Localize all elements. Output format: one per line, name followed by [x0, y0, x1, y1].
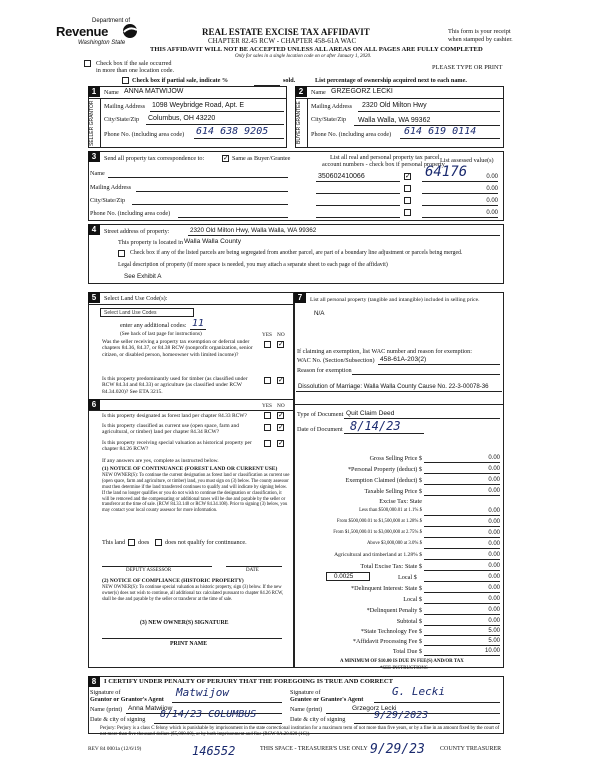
- perjury-notice: Perjury: Perjury is a class C felony which is punishable by imprisonment in the state correctional institution for a maximum term of not more than five years, or by a fine in an amount fixed by the court of not more than five thousand dollars ($5,000.00), or by both imprisonment and fine (RCW 9A.20.020 (1C)).: [100, 726, 500, 737]
- type-or-print: PLEASE TYPE OR PRINT: [432, 64, 503, 71]
- swoosh-icon: [120, 23, 140, 39]
- parcel-1-personal-checkbox[interactable]: [404, 173, 411, 180]
- land-does-not-checkbox[interactable]: [155, 539, 162, 546]
- s5-q1-no[interactable]: [277, 341, 284, 348]
- total-due[interactable]: 10.00: [424, 648, 500, 656]
- exemption-claimed[interactable]: 0.00: [424, 477, 500, 485]
- parcel-2-personal-checkbox[interactable]: [404, 185, 411, 192]
- parcel-4-amount[interactable]: 0.00: [422, 210, 498, 218]
- grantor-name[interactable]: Anna Matwijow: [128, 705, 173, 712]
- land-use-select-placeholder: Select Land Use Codes: [104, 310, 157, 316]
- s6-q1-no[interactable]: [277, 412, 284, 419]
- parcel-4-personal-checkbox[interactable]: [404, 209, 411, 216]
- seller-address[interactable]: 1098 Weybridge Road, Apt. E: [152, 102, 245, 109]
- treasurer-receipt-number: 146552: [192, 744, 236, 758]
- s6-q1-yes[interactable]: [264, 412, 271, 419]
- section-5-number: 5: [88, 292, 100, 303]
- same-as-buyer-checkbox[interactable]: [222, 155, 229, 162]
- seller-phone[interactable]: 614 638 9205: [196, 126, 269, 137]
- s6-q2-no[interactable]: [277, 424, 284, 431]
- logo-sub: Washington State: [78, 40, 126, 46]
- grantor-signature[interactable]: Matwijow: [176, 686, 229, 699]
- grantor-date-city[interactable]: 8/14/23 COLUMBUS: [160, 709, 257, 720]
- section-2-number: 2: [295, 86, 307, 97]
- section-7-number: 7: [294, 292, 306, 303]
- land-use-select[interactable]: [100, 308, 194, 317]
- wac-number[interactable]: 458-61A-203(2): [380, 356, 427, 363]
- buyer-side-label: BUYER GRANTEE: [296, 101, 302, 145]
- grantee-date[interactable]: 9/29/2023: [374, 710, 429, 721]
- form-chapter: CHAPTER 82.45 RCW - CHAPTER 458-61A WAC: [208, 37, 357, 45]
- s5-q2-yes[interactable]: [264, 377, 271, 384]
- s6-q3-no[interactable]: [277, 440, 284, 447]
- parcel-number-1[interactable]: 350602410066: [318, 173, 365, 180]
- section-6-number: 6: [88, 399, 100, 410]
- local-rate[interactable]: 0.0025: [334, 573, 354, 580]
- section-5-question-1: Was the seller receiving a property tax exemption or deferral under chapters 84.36, 84.37, or 84.38 RCW (nonprofit organization, senior citizen, or disabled person, homeowner with limited income)?: [102, 339, 253, 358]
- seller-name[interactable]: ANNA MATWIJOW: [124, 88, 184, 95]
- delinquent-interest-local[interactable]: 0.00: [424, 596, 500, 604]
- tax-tier-2[interactable]: 0.00: [424, 519, 500, 527]
- subtotal[interactable]: 0.00: [424, 618, 500, 626]
- exemption-reason[interactable]: Dissolution of Marriage: Walla Walla County Cause No. 22-3-00078-36: [298, 383, 489, 390]
- tax-tier-1[interactable]: 0.00: [424, 508, 500, 516]
- taxable-selling-price[interactable]: 0.00: [424, 488, 500, 496]
- total-excise-state[interactable]: 0.00: [424, 563, 500, 571]
- treasurer-stamp-date: 9/29/23: [370, 742, 425, 757]
- multi-location-label-1: Check box if the sale occurred: [96, 60, 172, 67]
- multi-location-checkbox[interactable]: [84, 60, 91, 67]
- additional-land-use-codes[interactable]: 11: [192, 318, 205, 329]
- state-technology-fee[interactable]: 5.00: [424, 628, 500, 636]
- delinquent-penalty[interactable]: 0.00: [424, 607, 500, 615]
- legal-description[interactable]: See Exhibit A: [124, 273, 162, 280]
- sales-note: Only for sales in a single location code on or after January 1, 2020.: [235, 54, 372, 59]
- ownership-list-label: List percentage of ownership acquired next to each name.: [315, 77, 467, 84]
- parcel-3-personal-checkbox[interactable]: [404, 197, 411, 204]
- buyer-address[interactable]: 2320 Old Milton Hwy: [362, 102, 427, 109]
- local-tax[interactable]: 0.00: [424, 574, 500, 582]
- parcel-3-amount[interactable]: 0.00: [422, 198, 498, 206]
- document-date[interactable]: 8/14/23: [350, 419, 401, 433]
- affidavit-processing-fee[interactable]: 5.00: [424, 638, 500, 646]
- personal-property-list[interactable]: N/A: [314, 310, 325, 317]
- tax-tier-3[interactable]: 0.00: [424, 530, 500, 538]
- personal-property-deduct[interactable]: 0.00: [424, 466, 500, 474]
- parcel-1-amount[interactable]: 0.00: [422, 174, 498, 182]
- s5-q1-yes[interactable]: [264, 341, 271, 348]
- s5-q2-no[interactable]: [277, 377, 284, 384]
- agricultural-tax[interactable]: 0.00: [424, 552, 500, 560]
- gross-selling-price[interactable]: 0.00: [424, 455, 500, 463]
- grantee-name[interactable]: Grzegorz Lecki: [352, 705, 397, 712]
- s6-q2-yes[interactable]: [264, 424, 271, 431]
- multi-location-label-2: in more than one location code.: [96, 67, 175, 74]
- form-title: REAL ESTATE EXCISE TAX AFFIDAVIT: [202, 27, 370, 37]
- section-1-number: 1: [88, 86, 100, 97]
- buyer-name[interactable]: GRZEGORZ LECKI: [331, 88, 393, 95]
- document-type[interactable]: Quit Claim Deed: [346, 410, 395, 417]
- buyer-phone[interactable]: 614 619 0114: [404, 126, 477, 137]
- sold-label: sold.: [283, 77, 296, 84]
- segregated-checkbox[interactable]: [118, 250, 125, 257]
- property-county[interactable]: Walla Walla County: [184, 238, 242, 245]
- delinquent-interest-state[interactable]: 0.00: [424, 585, 500, 593]
- property-street[interactable]: 2320 Old Milton Hwy, Walla Walla, WA 99362: [190, 227, 317, 234]
- section-3-number: 3: [88, 151, 100, 162]
- buyer-city[interactable]: Walla Walla, WA 99362: [358, 117, 431, 124]
- tax-tier-4[interactable]: 0.00: [424, 541, 500, 549]
- section-8-number: 8: [88, 676, 100, 687]
- logo-top: Department of: [92, 18, 131, 24]
- receipt-note-1: This form is your receipt: [448, 28, 511, 35]
- parcel-1-value[interactable]: 64176: [425, 164, 468, 180]
- s6-q3-yes[interactable]: [264, 440, 271, 447]
- parcel-2-amount[interactable]: 0.00: [422, 186, 498, 194]
- section-4-number: 4: [88, 224, 100, 235]
- partial-sale-label: Check box if partial sale, indicate %: [132, 77, 229, 84]
- land-does-checkbox[interactable]: [128, 539, 135, 546]
- seller-side-label: SELLER GRANTOR: [89, 100, 95, 146]
- receipt-note-2: when stamped by cashier.: [448, 36, 513, 43]
- dor-logo: [56, 18, 146, 48]
- grantee-signature[interactable]: G. Lecki: [392, 685, 445, 698]
- form-warning: THIS AFFIDAVIT WILL NOT BE ACCEPTED UNLESS ALL AREAS ON ALL PAGES ARE FULLY COMPLETED: [150, 46, 483, 53]
- section-5-question-2: Is this property predominantly used for timber (as classified under RCW 84.34 and 84.33) or agriculture (as classified under RCW 84.34.020)? See ETA 3215.: [102, 376, 248, 395]
- logo-main: Revenue: [56, 24, 109, 39]
- seller-city[interactable]: Columbus, OH 43220: [148, 115, 216, 122]
- partial-sale-checkbox[interactable]: [122, 77, 129, 84]
